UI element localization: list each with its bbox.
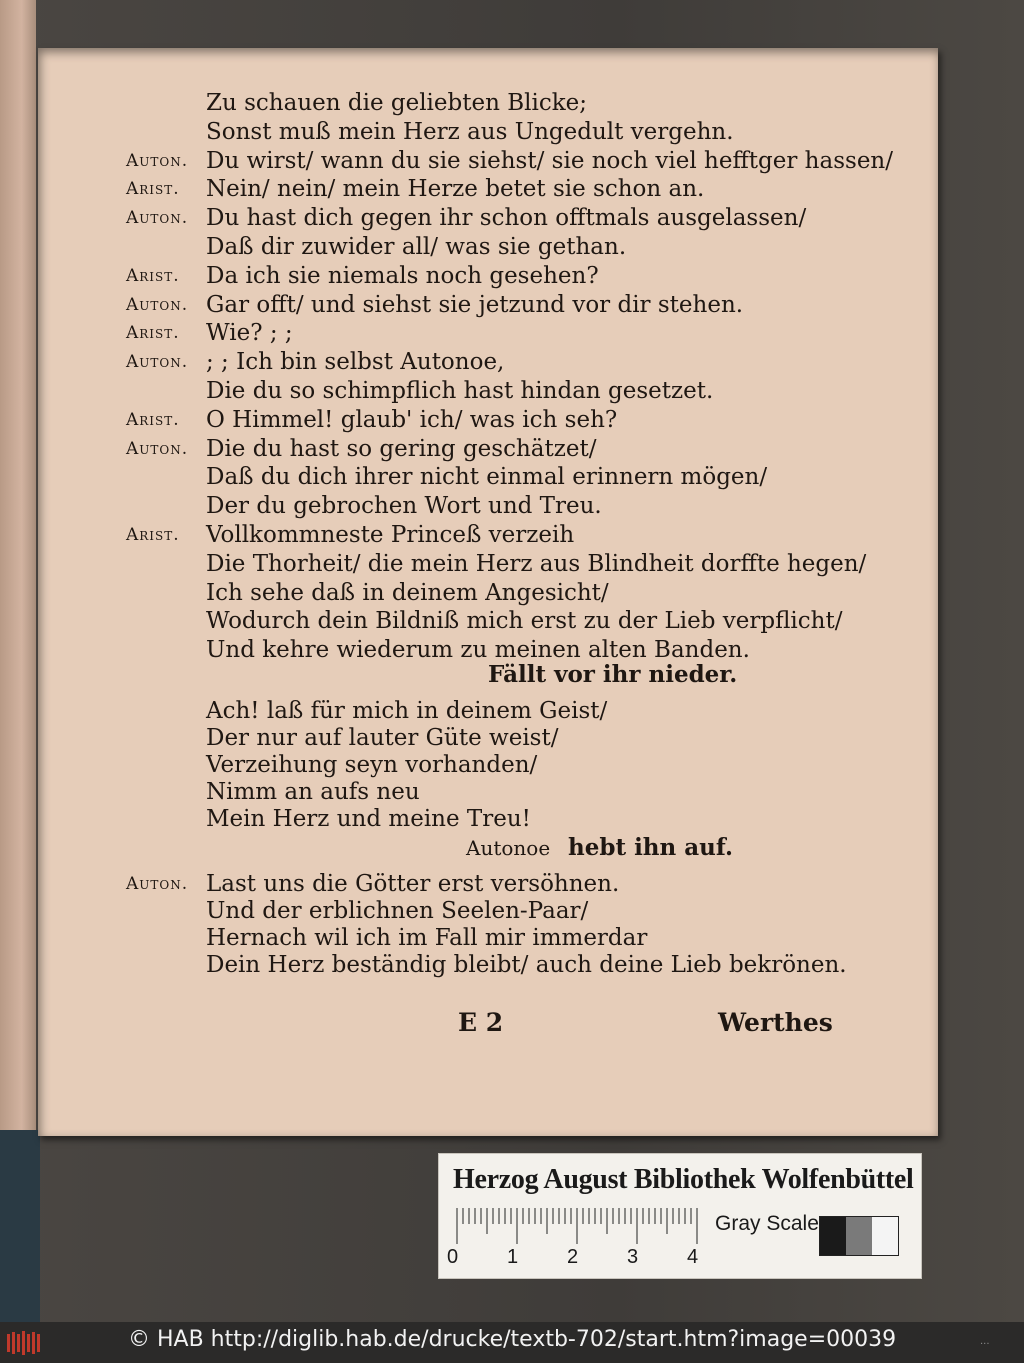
speaker-label: Arist. (126, 179, 180, 200)
verse-text: ; ; Ich bin selbst Autonoe, (206, 349, 505, 376)
verse-text: Ach! laß für mich in deinem Geist/ (206, 698, 608, 724)
ruler-number: 1 (507, 1246, 519, 1268)
verse-text: Hernach wil ich im Fall mir immerdar (206, 925, 648, 951)
gray-swatch-cell (820, 1217, 846, 1255)
ruler-number: 3 (627, 1246, 639, 1268)
gray-swatch-cell (846, 1217, 872, 1255)
ruler-number: 0 (447, 1246, 459, 1268)
verse-text: Nimm an aufs neu (206, 779, 420, 805)
verse-text: Die du so schimpflich hast hindan gesetzet. (206, 378, 714, 404)
verse-text: Da ich sie niemals noch gesehen? (206, 262, 599, 289)
verse-text: Die du hast so gering geschätzet/ (206, 435, 597, 462)
footer-dots: ... (980, 1336, 990, 1347)
verse-text: Du wirst/ wann du sie siehst/ sie noch viel hefftger hassen/ (206, 147, 893, 174)
verse-text: Der nur auf lauter Güte weist/ (206, 725, 559, 751)
catchword: Werthes (718, 1008, 833, 1037)
verse-text: Wie? ; ; (206, 320, 293, 347)
stage-direction-name: Autonoe (466, 836, 551, 860)
speaker-label: Auton. (126, 874, 189, 894)
verse-text: Der du gebrochen Wort und Treu. (206, 493, 602, 520)
verse-text: Und der erblichnen Seelen-Paar/ (206, 898, 589, 924)
verse-text: Verzeihung seyn vorhanden/ (206, 752, 538, 778)
verse-text: Vollkommneste Princeß verzeih (206, 522, 575, 548)
verse-text: Ich sehe daß in deinem Angesicht/ (206, 579, 609, 606)
viewer-footer (0, 1322, 1024, 1363)
speaker-label: Auton. (126, 352, 189, 373)
verse-text: Last uns die Götter erst versöhnen. (206, 871, 620, 897)
gray-swatch-cell (872, 1217, 898, 1255)
speaker-label: Auton. (126, 208, 189, 229)
ruler-number: 4 (687, 1246, 699, 1268)
verse-text: Mein Herz und meine Treu! (206, 806, 531, 832)
gray-scale-swatch (819, 1216, 899, 1256)
verse-text: Wodurch dein Bildniß mich erst zu der Lieb verpflicht/ (206, 608, 843, 635)
library-name: Herzog August Bibliothek Wolfenbüttel (453, 1164, 914, 1195)
verse-text: O Himmel! glaub' ich/ was ich seh? (206, 406, 618, 433)
ruler-number: 2 (567, 1246, 579, 1268)
gray-scale-label: Gray Scale (715, 1212, 819, 1235)
speaker-label: Auton. (126, 438, 189, 459)
verse-text: Daß du dich ihrer nicht einmal erinnern mögen/ (206, 464, 768, 491)
speaker-label: Arist. (126, 265, 180, 286)
stage-direction-text: Fällt vor ihr nieder. (488, 661, 738, 688)
speaker-label: Arist. (126, 525, 180, 545)
verse-text: Zu schauen die geliebten Blicke; (206, 90, 588, 116)
speaker-label: Arist. (126, 323, 180, 344)
verse-text: Dein Herz beständig bleibt/ auch deine Lieb bekrönen. (206, 952, 847, 978)
verse-text: Du hast dich gegen ihr schon offtmals ausgelassen/ (206, 205, 807, 232)
ruler-numbers (447, 1246, 717, 1270)
scale-ruler (453, 1206, 703, 1244)
speaker-label: Arist. (126, 409, 180, 430)
verse-text: Gar offt/ und siehst sie jetzund vor dir stehen. (206, 291, 744, 318)
library-color-card (438, 1153, 922, 1279)
book-cover-edge (0, 1130, 40, 1322)
adjacent-page-edge (0, 0, 36, 1140)
verse-text: Und kehre wiederum zu meinen alten Banden. (206, 637, 750, 664)
verse-text: Nein/ nein/ mein Herze betet sie schon an. (206, 176, 705, 203)
copyright-url: © HAB http://diglib.hab.de/drucke/textb-702/start.htm?image=00039 (128, 1327, 897, 1352)
verse-text: Daß dir zuwider all/ was sie gethan. (206, 234, 627, 260)
hab-logo-icon (6, 1330, 44, 1356)
verse-text: Sonst muß mein Herz aus Ungedult vergehn. (206, 118, 734, 145)
speaker-label: Auton. (126, 294, 189, 315)
stage-direction-rest: hebt ihn auf. (568, 834, 733, 861)
book-page (38, 48, 938, 1136)
verse-text: Die Thorheit/ die mein Herz aus Blindheit dorffte hegen/ (206, 550, 867, 577)
speaker-label: Auton. (126, 150, 189, 171)
signature-mark: E 2 (458, 1008, 504, 1037)
